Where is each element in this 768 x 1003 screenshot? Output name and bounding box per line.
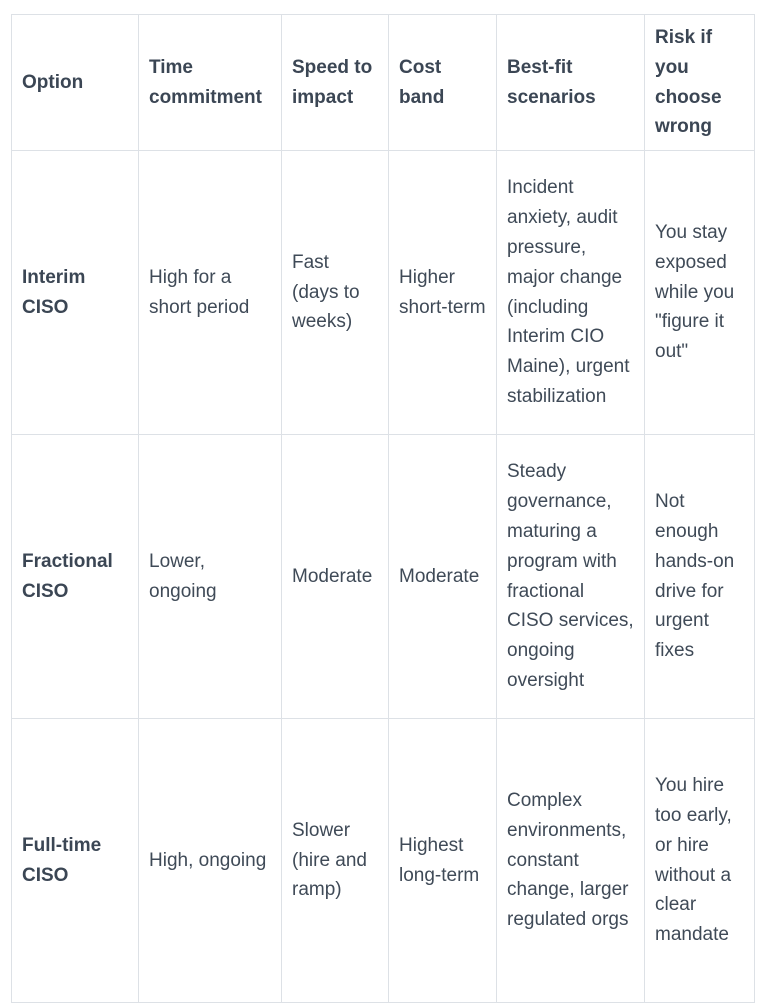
option-cell: Full-time CISO xyxy=(12,719,139,1003)
time-commitment-cell: High for a short period xyxy=(139,151,282,435)
cost-band-cell: Highest long-term xyxy=(389,719,497,1003)
option-cell: Fractional CISO xyxy=(12,435,139,719)
speed-to-impact-cell: Slower (hire and ramp) xyxy=(282,719,389,1003)
header-best-fit-scenarios: Best-fit scenarios xyxy=(497,15,645,151)
best-fit-cell: Complex environments, constant change, larger regulated orgs xyxy=(497,719,645,1003)
comparison-table xyxy=(11,14,755,1003)
header-time-commitment: Time commitment xyxy=(139,15,282,151)
header-option: Option xyxy=(12,15,139,151)
risk-cell: You stay exposed while you "figure it out" xyxy=(645,151,755,435)
table-header-row xyxy=(12,15,755,151)
speed-to-impact-cell: Fast (days to weeks) xyxy=(282,151,389,435)
table-row xyxy=(12,719,755,1003)
risk-cell: You hire too early, or hire without a clear mandate xyxy=(645,719,755,1003)
best-fit-cell: Incident anxiety, audit pressure, major change (including Interim CIO Maine), urgent stabilization xyxy=(497,151,645,435)
risk-cell: Not enough hands-on drive for urgent fixes xyxy=(645,435,755,719)
header-cost-band: Cost band xyxy=(389,15,497,151)
header-risk: Risk if you choose wrong xyxy=(645,15,755,151)
header-speed-to-impact: Speed to impact xyxy=(282,15,389,151)
time-commitment-cell: Lower, ongoing xyxy=(139,435,282,719)
best-fit-cell: Steady governance, maturing a program with fractional CISO services, ongoing oversight xyxy=(497,435,645,719)
cost-band-cell: Higher short-term xyxy=(389,151,497,435)
cost-band-cell: Moderate xyxy=(389,435,497,719)
option-cell: Interim CISO xyxy=(12,151,139,435)
table-row xyxy=(12,151,755,435)
table-row xyxy=(12,435,755,719)
speed-to-impact-cell: Moderate xyxy=(282,435,389,719)
time-commitment-cell: High, ongoing xyxy=(139,719,282,1003)
